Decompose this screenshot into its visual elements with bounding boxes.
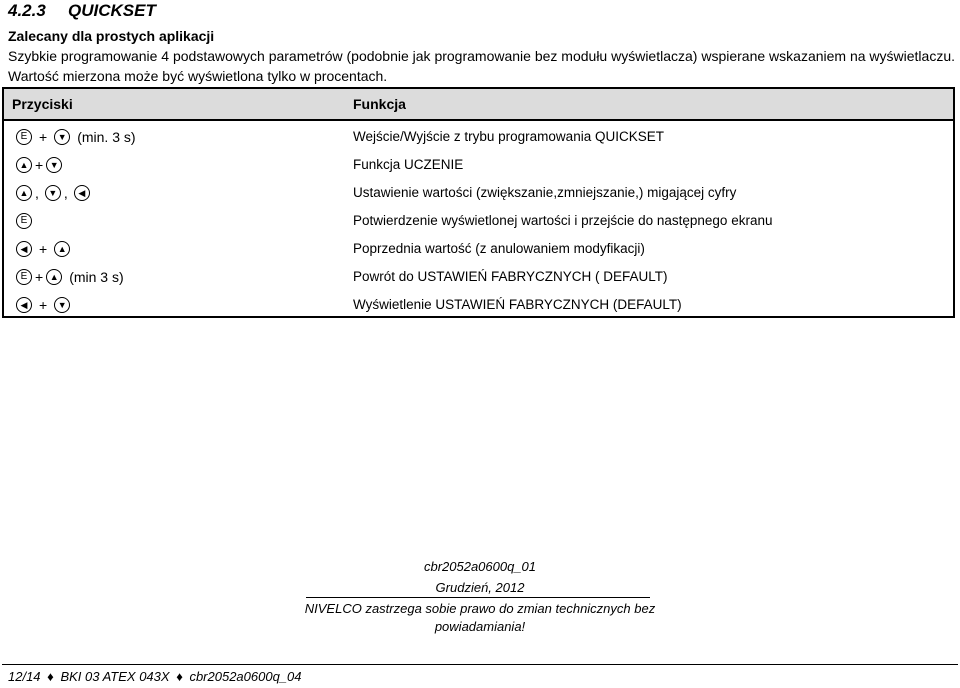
diamond-separator-icon: ♦ — [176, 669, 183, 684]
key-duration-note: (min. 3 s) — [77, 129, 136, 145]
disclaimer-line-1: NIVELCO zastrzega sobie prawo do zmian technicznych bez — [304, 601, 656, 616]
table-row — [4, 263, 953, 291]
table-row — [4, 207, 953, 235]
certificate-number: BKI 03 ATEX 043X — [60, 669, 170, 684]
table-row — [4, 123, 953, 151]
row-function: Powrót do USTAWIEŃ FABRYCZNYCH ( DEFAULT) — [353, 269, 668, 284]
key-duration-note: (min 3 s) — [69, 269, 124, 285]
table-row — [4, 235, 953, 263]
row-keys — [14, 127, 136, 147]
section-title: QUICKSET — [68, 1, 156, 20]
document-code: cbr2052a0600q_04 — [189, 669, 302, 684]
up-arrow-key-icon: ▲ — [46, 269, 62, 285]
row-function: Potwierdzenie wyświetlonej wartości i przejście do następnego ekranu — [353, 213, 773, 228]
comma: , — [35, 185, 39, 201]
table-row — [4, 179, 953, 207]
section-subtitle: Zalecany dla prostych aplikacji — [8, 28, 215, 44]
row-keys — [14, 211, 34, 231]
table-row — [4, 151, 953, 179]
plus-sign: + — [39, 241, 48, 257]
row-keys — [14, 295, 72, 315]
section-heading — [8, 1, 156, 21]
table-row — [4, 291, 953, 319]
up-arrow-key-icon: ▲ — [16, 185, 32, 201]
intro-text — [8, 46, 956, 86]
page-footer — [8, 669, 302, 684]
up-arrow-key-icon: ▲ — [54, 241, 70, 257]
row-function: Wyświetlenie USTAWIEŃ FABRYCZNYCH (DEFAULT) — [353, 297, 682, 312]
page-number: 12/14 — [8, 669, 41, 684]
up-arrow-key-icon: ▲ — [16, 157, 32, 173]
down-arrow-key-icon: ▼ — [54, 129, 70, 145]
table-header-background — [4, 89, 953, 119]
doc-date: Grudzień, 2012 — [435, 580, 525, 595]
comma: , — [63, 185, 68, 201]
intro-line-1: Szybkie programowanie 4 podstawowych parametrów (podobnie jak programowanie bez modułu wyświetlacza) wspierane wskazaniem na wyświetlaczu. — [8, 48, 956, 64]
plus-sign: + — [35, 157, 44, 173]
diamond-separator-icon: ♦ — [47, 669, 54, 684]
disclaimer-line-2: powiadamiania! — [434, 619, 526, 634]
row-keys — [14, 267, 124, 287]
section-number: 4.2.3 — [8, 1, 46, 20]
plus-sign: + — [39, 129, 48, 145]
down-arrow-key-icon: ▼ — [54, 297, 70, 313]
header-divider — [4, 119, 953, 121]
doc-code: cbr2052a0600q_01 — [423, 559, 537, 574]
down-arrow-key-icon: ▼ — [45, 185, 61, 201]
left-arrow-key-icon: ◀ — [74, 185, 90, 201]
row-keys — [14, 239, 72, 259]
row-function: Wejście/Wyjście z trybu programowania QUICKSET — [353, 129, 664, 144]
e-key-icon: E — [16, 129, 32, 145]
quickset-table — [2, 87, 955, 318]
footer-divider — [306, 597, 650, 598]
row-function: Poprzednia wartość (z anulowaniem modyfikacji) — [353, 241, 645, 256]
e-key-icon: E — [16, 269, 32, 285]
header-keys: Przyciski — [12, 96, 73, 112]
row-function: Funkcja UCZENIE — [353, 157, 464, 172]
plus-sign: + — [35, 269, 44, 285]
row-keys — [14, 155, 64, 175]
page-footer-divider — [2, 664, 958, 665]
left-arrow-key-icon: ◀ — [16, 241, 32, 257]
e-key-icon: E — [16, 213, 32, 229]
row-keys — [14, 183, 92, 203]
intro-line-2: Wartość mierzona może być wyświetlona tylko w procentach. — [8, 68, 388, 84]
down-arrow-key-icon: ▼ — [46, 157, 62, 173]
plus-sign: + — [39, 297, 48, 313]
header-function: Funkcja — [353, 96, 406, 112]
left-arrow-key-icon: ◀ — [16, 297, 32, 313]
row-function: Ustawienie wartości (zwiększanie,zmniejszanie,) migającej cyfry — [353, 185, 737, 200]
